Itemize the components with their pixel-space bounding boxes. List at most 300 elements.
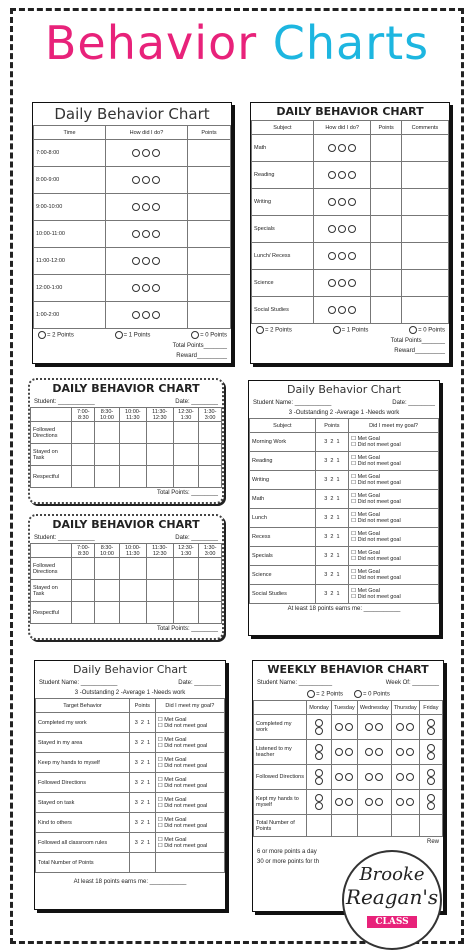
row-label: Recess bbox=[250, 528, 316, 547]
smiley-face-icon bbox=[132, 203, 140, 211]
time-header: 1:30-3:00 bbox=[199, 408, 222, 422]
point-2: 2 bbox=[330, 458, 334, 464]
goal-met: Met Goal bbox=[357, 455, 380, 461]
row-label: Social Studies bbox=[250, 585, 316, 604]
sad-face-icon bbox=[375, 773, 383, 781]
point-2: 2 bbox=[330, 553, 334, 559]
col-header: Points bbox=[371, 121, 401, 135]
point-1: 1 bbox=[336, 439, 340, 445]
smiley-face-icon bbox=[328, 306, 336, 314]
sad-face-icon bbox=[152, 176, 160, 184]
smiley-face-icon bbox=[335, 773, 343, 781]
target-behavior-table: Target Behavior Points Did I meet my goal? Completed my work 3 2 1 ☐ Met Goal ☐ Did not meet goal Stayed in my area 3 2 1 ☐ Met Goal ☐ Did not meet goal Keep my hands to myself 3 2 1 ☐ Met Goal ☐ Did not meet goal Followed Directions 3 2 1 ☐ Met Goal ☐ Did not meet goal Stayed on task 3 2 1 ☐ Met Goal ☐ Did not meet goal Kind to others 3 2 1 ☐ Met Goal ☐ Did not meet goal Followed all classroom rules 3 2 1 ☐ Met Goal ☐ Did not meet goal Total Number of Points bbox=[35, 698, 225, 873]
row-label: 7:00-8:00 bbox=[34, 140, 106, 167]
goal-not-met: Did not meet goal bbox=[357, 518, 401, 524]
date-field: Date: ________ bbox=[392, 400, 435, 406]
day-header: Wednesday bbox=[357, 701, 391, 715]
card-title: Daily Behavior Chart bbox=[54, 105, 210, 123]
neutral-face-icon bbox=[338, 306, 346, 314]
smiley-face-icon bbox=[365, 798, 373, 806]
point-2: 2 bbox=[140, 799, 144, 806]
smiley-face-icon bbox=[132, 230, 140, 238]
smiley-face-icon bbox=[328, 279, 336, 287]
row-label: Followed Directions bbox=[31, 422, 72, 444]
card-title: Daily Behavior Chart bbox=[287, 383, 401, 396]
point-1: 1 bbox=[336, 534, 340, 540]
point-3: 3 bbox=[324, 515, 328, 521]
key-label: = 1 Points bbox=[341, 327, 369, 334]
goal-not-met: Did not meet goal bbox=[357, 556, 401, 562]
time-table bbox=[33, 125, 231, 329]
total-points: Total Points: ________ bbox=[156, 626, 218, 632]
weekly-goal-text: 30 or more points for th bbox=[257, 859, 320, 865]
time-header: 12:30-1:30 bbox=[173, 408, 199, 422]
col-header: How did I do? bbox=[106, 126, 188, 140]
point-3: 3 bbox=[134, 779, 138, 786]
day-header: Tuesday bbox=[331, 701, 357, 715]
student-field: Student Name: ___________ bbox=[39, 680, 118, 686]
chart-card-times-2 bbox=[28, 514, 224, 640]
point-2: 2 bbox=[140, 779, 144, 786]
card-title: DAILY BEHAVIOR CHART bbox=[52, 382, 200, 395]
key-label: = 2 Points bbox=[265, 327, 292, 334]
row-label: Reading bbox=[252, 162, 314, 189]
row-label: Writing bbox=[250, 471, 316, 490]
point-3: 3 bbox=[324, 458, 328, 464]
neutral-face-icon bbox=[338, 252, 346, 260]
smiley-face-icon bbox=[315, 719, 323, 727]
sad-face-icon bbox=[354, 690, 362, 698]
row-label: Keep my hands to myself bbox=[36, 753, 130, 773]
date-field: Date: ________ bbox=[175, 399, 218, 405]
point-1: 1 bbox=[336, 477, 340, 483]
row-label: Writing bbox=[252, 189, 314, 216]
row-label: 8:00-9:00 bbox=[34, 167, 106, 194]
key-label: = 1 Points bbox=[123, 332, 151, 339]
sad-face-icon bbox=[375, 798, 383, 806]
smiley-face-icon bbox=[328, 171, 336, 179]
key-row bbox=[251, 324, 449, 336]
point-3: 3 bbox=[324, 439, 328, 445]
goal-met: Met Goal bbox=[164, 756, 187, 763]
row-label: Completed my work bbox=[254, 715, 307, 740]
row-label: Science bbox=[250, 566, 316, 585]
col-header: Comments bbox=[401, 121, 448, 135]
sad-face-icon bbox=[152, 257, 160, 265]
sad-face-icon bbox=[191, 331, 199, 339]
sad-face-icon bbox=[152, 149, 160, 157]
goal-met: Met Goal bbox=[357, 512, 380, 518]
sad-face-icon bbox=[348, 279, 356, 287]
point-3: 3 bbox=[134, 799, 138, 806]
time-header: 1:30-3:00 bbox=[199, 544, 222, 558]
logo-line-2: Reagan's bbox=[345, 885, 439, 909]
neutral-face-icon bbox=[115, 331, 123, 339]
smiley-face-icon bbox=[315, 769, 323, 777]
goal-met: Met Goal bbox=[357, 569, 380, 575]
goal-not-met: Did not meet goal bbox=[164, 782, 208, 789]
smiley-face-icon bbox=[396, 748, 404, 756]
time-header: 10:00-11:30 bbox=[119, 544, 146, 558]
day-header: Friday bbox=[419, 701, 442, 715]
goal-not-met: Did not meet goal bbox=[164, 762, 208, 769]
neutral-face-icon bbox=[338, 279, 346, 287]
card-title: Daily Behavior Chart bbox=[73, 663, 187, 676]
point-3: 3 bbox=[134, 839, 138, 846]
sad-face-icon bbox=[348, 198, 356, 206]
student-field: Student Name: ___________ bbox=[253, 400, 332, 406]
row-label: Stayed in my area bbox=[36, 733, 130, 753]
chart-card-subject bbox=[250, 102, 450, 364]
neutral-face-icon bbox=[142, 149, 150, 157]
point-1: 1 bbox=[336, 591, 340, 597]
col-header: Points bbox=[187, 126, 230, 140]
total-points: Total Points_______ bbox=[172, 343, 227, 349]
sad-face-icon bbox=[348, 306, 356, 314]
sad-face-icon bbox=[315, 777, 323, 785]
neutral-face-icon bbox=[142, 284, 150, 292]
sad-face-icon bbox=[315, 727, 323, 735]
row-label: Morning Work bbox=[250, 433, 316, 452]
smiley-face-icon bbox=[427, 794, 435, 802]
point-2: 2 bbox=[140, 739, 144, 746]
day-header: Thursday bbox=[391, 701, 419, 715]
row-label: Specials bbox=[252, 216, 314, 243]
student-field: Student: ___________ bbox=[34, 535, 95, 541]
goal-met: Met Goal bbox=[164, 816, 187, 823]
student-date-row bbox=[30, 533, 222, 543]
row-label: Stayed on Task bbox=[31, 580, 72, 602]
logo-line-3: CLASS bbox=[367, 916, 416, 928]
col-header: How did I do? bbox=[313, 121, 371, 135]
sad-face-icon bbox=[315, 802, 323, 810]
smiley-face-icon bbox=[396, 723, 404, 731]
sad-face-icon bbox=[152, 230, 160, 238]
row-label: Science bbox=[252, 270, 314, 297]
times-table bbox=[30, 543, 222, 624]
student-week-row bbox=[253, 678, 443, 688]
point-1: 1 bbox=[336, 515, 340, 521]
point-1: 1 bbox=[336, 553, 340, 559]
col-header: Points bbox=[315, 419, 348, 433]
goal-not-met: Did not meet goal bbox=[357, 461, 401, 467]
point-2: 2 bbox=[330, 572, 334, 578]
sad-face-icon bbox=[348, 252, 356, 260]
time-header: 7:00-8:30 bbox=[72, 408, 95, 422]
card-title: DAILY BEHAVIOR CHART bbox=[52, 518, 200, 531]
point-1: 1 bbox=[146, 779, 151, 786]
point-1: 1 bbox=[146, 719, 151, 726]
point-1: 1 bbox=[146, 819, 151, 826]
neutral-face-icon bbox=[338, 198, 346, 206]
time-header: 10:00-11:30 bbox=[119, 408, 146, 422]
point-2: 2 bbox=[330, 534, 334, 540]
point-2: 2 bbox=[330, 477, 334, 483]
row-label: Total Number of Points bbox=[36, 853, 130, 873]
sad-face-icon bbox=[375, 723, 383, 731]
sad-face-icon bbox=[427, 802, 435, 810]
point-3: 3 bbox=[324, 553, 328, 559]
sad-face-icon bbox=[427, 752, 435, 760]
title-part-1: Behavior bbox=[44, 16, 258, 70]
scale-legend: 3 -Outstanding 2 -Average 1 -Needs work bbox=[74, 690, 186, 696]
student-date-row bbox=[30, 397, 222, 407]
student-date-row bbox=[249, 398, 439, 408]
smiley-face-icon bbox=[365, 723, 373, 731]
date-field: Date: ________ bbox=[175, 535, 218, 541]
goal-not-met: Did not meet goal bbox=[357, 480, 401, 486]
smiley-face-icon bbox=[328, 198, 336, 206]
key-row bbox=[253, 688, 443, 700]
chart-card-subject-points bbox=[248, 380, 440, 636]
sad-face-icon bbox=[406, 798, 414, 806]
sad-face-icon bbox=[345, 773, 353, 781]
goal-not-met: Did not meet goal bbox=[357, 442, 401, 448]
smiley-face-icon bbox=[307, 690, 315, 698]
goal-not-met: Did not meet goal bbox=[164, 842, 208, 849]
neutral-face-icon bbox=[338, 144, 346, 152]
row-label: 9:00-10:00 bbox=[34, 194, 106, 221]
neutral-face-icon bbox=[142, 203, 150, 211]
earns-footer: At least 18 points earns me: ___________ bbox=[73, 879, 187, 885]
goal-not-met: Did not meet goal bbox=[357, 575, 401, 581]
key-label: = 0 Points bbox=[363, 691, 390, 698]
row-label: 12:00-1:00 bbox=[34, 275, 106, 302]
goal-met: Met Goal bbox=[357, 588, 380, 594]
sad-face-icon bbox=[427, 777, 435, 785]
row-label: Followed Directions bbox=[31, 558, 72, 580]
smiley-face-icon bbox=[427, 719, 435, 727]
time-header: 7:00-8:30 bbox=[72, 544, 95, 558]
smiley-face-icon bbox=[427, 769, 435, 777]
point-3: 3 bbox=[324, 534, 328, 540]
row-label: Followed Directions bbox=[254, 765, 307, 790]
sad-face-icon bbox=[427, 727, 435, 735]
col-header: Did I meet my goal? bbox=[155, 699, 224, 713]
sad-face-icon bbox=[345, 748, 353, 756]
goal-met: Met Goal bbox=[357, 493, 380, 499]
col-header: Time bbox=[34, 126, 106, 140]
reward-line: Rew bbox=[426, 839, 439, 845]
point-2: 2 bbox=[330, 496, 334, 502]
time-header: 11:30-12:30 bbox=[146, 544, 173, 558]
col-header: Subject bbox=[250, 419, 316, 433]
smiley-face-icon bbox=[328, 225, 336, 233]
point-3: 3 bbox=[324, 496, 328, 502]
sad-face-icon bbox=[409, 326, 417, 334]
smiley-face-icon bbox=[315, 744, 323, 752]
neutral-face-icon bbox=[142, 257, 150, 265]
row-label: Followed all classroom rules bbox=[36, 833, 130, 853]
point-2: 2 bbox=[330, 515, 334, 521]
key-label: = 0 Points bbox=[418, 327, 445, 334]
smiley-face-icon bbox=[365, 773, 373, 781]
brand-logo bbox=[342, 850, 442, 950]
time-header: 8:30-10:00 bbox=[95, 408, 120, 422]
sad-face-icon bbox=[348, 171, 356, 179]
point-1: 1 bbox=[146, 839, 151, 846]
goal-met: Met Goal bbox=[164, 776, 187, 783]
neutral-face-icon bbox=[333, 326, 341, 334]
point-1: 1 bbox=[146, 799, 151, 806]
point-2: 2 bbox=[140, 759, 144, 766]
row-label: Kept my hands to myself bbox=[254, 790, 307, 815]
neutral-face-icon bbox=[142, 176, 150, 184]
total-points: Total Points: ________ bbox=[156, 490, 218, 496]
row-label: Stayed on Task bbox=[31, 444, 72, 466]
sad-face-icon bbox=[345, 723, 353, 731]
goal-not-met: Did not meet goal bbox=[164, 802, 208, 809]
scale-legend: 3 -Outstanding 2 -Average 1 -Needs work bbox=[288, 410, 400, 416]
smiley-face-icon bbox=[396, 798, 404, 806]
row-label: Total Number of Points bbox=[254, 815, 307, 837]
subject-points-table: Subject Points Did I meet my goal? Morning Work 3 2 1 ☐ Met Goal ☐ Did not meet goal Reading 3 2 1 ☐ Met Goal ☐ Did not meet goal Writing 3 2 1 ☐ Met Goal ☐ Did not meet goal Math 3 2 1 ☐ Met Goal ☐ Did not meet goal Lunch 3 2 1 ☐ Met Goal ☐ Did not meet goal Recess 3 2 1 ☐ Met Goal ☐ Did not meet goal Specials 3 2 1 ☐ Met Goal ☐ Did not meet goal Science 3 2 1 ☐ Met Goal ☐ Did not meet goal Social Studies 3 2 1 ☐ Met Goal ☐ Did not meet goal bbox=[249, 418, 439, 604]
neutral-face-icon bbox=[338, 171, 346, 179]
key-label: = 0 Points bbox=[200, 332, 227, 339]
point-3: 3 bbox=[134, 819, 138, 826]
smiley-face-icon bbox=[132, 149, 140, 157]
goal-met: Met Goal bbox=[164, 836, 187, 843]
goal-met: Met Goal bbox=[164, 716, 187, 723]
sad-face-icon bbox=[375, 748, 383, 756]
sad-face-icon bbox=[152, 311, 160, 319]
student-field: Student: ___________ bbox=[34, 399, 95, 405]
smiley-face-icon bbox=[38, 331, 46, 339]
goal-met: Met Goal bbox=[164, 736, 187, 743]
goal-met: Met Goal bbox=[357, 474, 380, 480]
row-label: 1:00-2:00 bbox=[34, 302, 106, 329]
row-label: Lunch/ Recess bbox=[252, 243, 314, 270]
goal-not-met: Did not meet goal bbox=[164, 822, 208, 829]
chart-card-times-1 bbox=[28, 378, 224, 504]
smiley-face-icon bbox=[427, 744, 435, 752]
student-date-row bbox=[35, 678, 225, 688]
col-header: Did I meet my goal? bbox=[349, 419, 439, 433]
week-field: Week Of: ________ bbox=[385, 680, 439, 686]
point-1: 1 bbox=[336, 572, 340, 578]
neutral-face-icon bbox=[142, 311, 150, 319]
date-field: Date: ________ bbox=[178, 680, 221, 686]
goal-met: Met Goal bbox=[357, 531, 380, 537]
goal-not-met: Did not meet goal bbox=[357, 537, 401, 543]
goal-not-met: Did not meet goal bbox=[357, 594, 401, 600]
row-label: Listened to my teacher bbox=[254, 740, 307, 765]
row-label: 11:00-12:00 bbox=[34, 248, 106, 275]
point-2: 2 bbox=[140, 719, 144, 726]
point-3: 3 bbox=[324, 572, 328, 578]
goal-met: Met Goal bbox=[357, 550, 380, 556]
row-label: Completed my work bbox=[36, 713, 130, 733]
row-label: Social Studies bbox=[252, 297, 314, 324]
reward-line: Reward_________ bbox=[176, 353, 227, 359]
col-header: Points bbox=[129, 699, 155, 713]
point-3: 3 bbox=[134, 739, 138, 746]
row-label: Specials bbox=[250, 547, 316, 566]
chart-card-time bbox=[32, 102, 232, 364]
point-3: 3 bbox=[324, 591, 328, 597]
col-header: Target Behavior bbox=[36, 699, 130, 713]
row-label: Followed Directions bbox=[36, 773, 130, 793]
goal-not-met: Did not meet goal bbox=[164, 742, 208, 749]
sad-face-icon bbox=[348, 144, 356, 152]
sad-face-icon bbox=[348, 225, 356, 233]
row-label: Kind to others bbox=[36, 813, 130, 833]
point-1: 1 bbox=[146, 759, 151, 766]
card-title: WEEKLY BEHAVIOR CHART bbox=[267, 663, 429, 676]
smiley-face-icon bbox=[396, 773, 404, 781]
key-row bbox=[33, 329, 231, 341]
page-title bbox=[0, 16, 474, 70]
row-label: Lunch bbox=[250, 509, 316, 528]
smiley-face-icon bbox=[132, 284, 140, 292]
sad-face-icon bbox=[315, 752, 323, 760]
day-header: Monday bbox=[307, 701, 332, 715]
row-label: Respectful bbox=[31, 466, 72, 488]
logo-line-1: Brooke bbox=[359, 864, 425, 885]
smiley-face-icon bbox=[335, 748, 343, 756]
point-2: 2 bbox=[140, 839, 144, 846]
subject-table bbox=[251, 120, 449, 324]
sad-face-icon bbox=[345, 798, 353, 806]
point-1: 1 bbox=[146, 739, 151, 746]
goal-met: Met Goal bbox=[164, 796, 187, 803]
time-header: 11:30-12:30 bbox=[146, 408, 173, 422]
row-label: 10:00-11:00 bbox=[34, 221, 106, 248]
smiley-face-icon bbox=[328, 144, 336, 152]
point-3: 3 bbox=[134, 759, 138, 766]
weekly-table bbox=[253, 700, 443, 837]
point-1: 1 bbox=[336, 496, 340, 502]
chart-card-target-behavior bbox=[34, 660, 226, 910]
point-2: 2 bbox=[330, 591, 334, 597]
title-part-2: Charts bbox=[272, 16, 430, 70]
sad-face-icon bbox=[406, 748, 414, 756]
row-label: Respectful bbox=[31, 602, 72, 624]
total-points: Total Points_______ bbox=[390, 338, 445, 344]
card-title: DAILY BEHAVIOR CHART bbox=[276, 105, 424, 118]
smiley-face-icon bbox=[256, 326, 264, 334]
time-header: 8:30-10:00 bbox=[95, 544, 120, 558]
sad-face-icon bbox=[406, 723, 414, 731]
point-2: 2 bbox=[330, 439, 334, 445]
time-header: 12:30-1:30 bbox=[173, 544, 199, 558]
point-3: 3 bbox=[324, 477, 328, 483]
neutral-face-icon bbox=[338, 225, 346, 233]
times-table bbox=[30, 407, 222, 488]
sad-face-icon bbox=[152, 284, 160, 292]
smiley-face-icon bbox=[365, 748, 373, 756]
col-header: Subject bbox=[252, 121, 314, 135]
earns-footer: At least 18 points earns me: ___________ bbox=[287, 606, 401, 612]
row-label: Stayed on task bbox=[36, 793, 130, 813]
row-label: Reading bbox=[250, 452, 316, 471]
sad-face-icon bbox=[152, 203, 160, 211]
smiley-face-icon bbox=[335, 723, 343, 731]
key-label: = 2 Points bbox=[316, 691, 343, 698]
student-field: Student Name: __________ bbox=[257, 680, 333, 686]
smiley-face-icon bbox=[132, 257, 140, 265]
smiley-face-icon bbox=[132, 311, 140, 319]
point-2: 2 bbox=[140, 819, 144, 826]
sad-face-icon bbox=[406, 773, 414, 781]
smiley-face-icon bbox=[328, 252, 336, 260]
neutral-face-icon bbox=[142, 230, 150, 238]
smiley-face-icon bbox=[315, 794, 323, 802]
point-3: 3 bbox=[134, 719, 138, 726]
goal-not-met: Did not meet goal bbox=[357, 499, 401, 505]
point-1: 1 bbox=[336, 458, 340, 464]
row-label: Math bbox=[252, 135, 314, 162]
